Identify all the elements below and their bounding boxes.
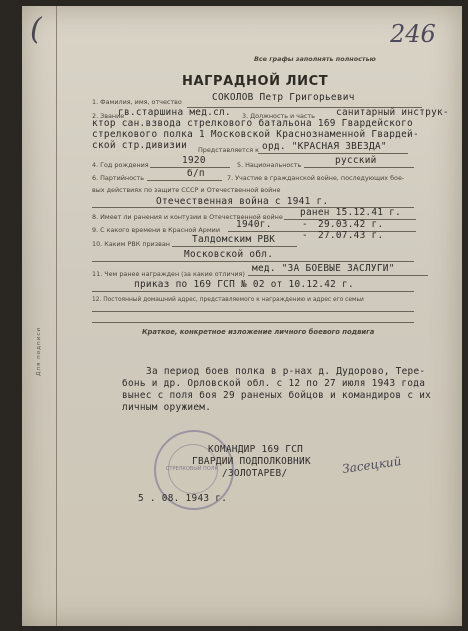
field-12-label: 12. Постоянный домашний адрес, представляемого к награждению и адрес его семьи — [92, 297, 364, 303]
field-7-value: Отечественная война с 1941 г. — [156, 196, 329, 207]
field-5-underline — [304, 167, 414, 168]
header-note: Все графы заполнять полностью — [254, 55, 376, 63]
field-5-value: русский — [335, 155, 377, 166]
field-2-label: 2. Звание — [92, 112, 125, 120]
document-title: НАГРАДНОЙ ЛИСТ — [182, 74, 329, 89]
field-9-value-3: 27.07.43 г. — [318, 230, 384, 241]
field-10-value-1: Талдомским РВК — [192, 234, 276, 245]
field-4-label: 4. Год рождения — [92, 161, 149, 169]
feat-line-2: бонь и др. Орловской обл. с 12 по 27 июля 1943 года — [122, 378, 426, 389]
field-1-value: СОКОЛОВ Петр Григорьевич — [212, 92, 355, 103]
unit-stamp-text: СТРЕЛКОВЫЙ ПОЛК — [165, 466, 219, 472]
field-10-underline-2 — [92, 261, 414, 262]
field-12-underline-1 — [92, 311, 414, 312]
feat-line-3: вынес с поля боя 29 раненых бойцов и командиров с их — [122, 390, 432, 401]
margin-mark: ( — [30, 12, 42, 47]
field-9-value-1: 1940г. — [236, 219, 272, 230]
feat-line-1: За период боев полка в р-нах д. Дудорово, Тере- — [146, 366, 426, 377]
signature-line-3: /ЗОЛОТАРЕВ/ — [222, 468, 288, 479]
award-value: орд. "КРАСНАЯ ЗВЕЗДА" — [262, 141, 387, 152]
presented-label: Представляется к — [198, 146, 259, 154]
field-6-label: 6. Партийность — [92, 174, 145, 182]
field-3-value-line-3: стрелкового полка 1 Московской Краснознаменной Гвардей- — [92, 129, 419, 140]
field-7-label-cont: вых действиях по защите СССР и Отечественной войне — [92, 186, 281, 194]
feat-section-heading: Краткое, конкретное изложение личного боевого подвига — [142, 328, 375, 336]
award-underline — [258, 153, 408, 154]
field-1-label: 1. Фамилия, имя, отчество — [92, 98, 182, 106]
signature-line-2: ГВАРДИИ ПОДПОЛКОВНИК — [192, 456, 311, 467]
field-11-underline-1 — [248, 275, 428, 276]
field-7-label: 7. Участие в гражданской войне, последующих бое- — [227, 174, 405, 182]
field-11-label: 11. Чем ранее награжден (за какие отличия) — [92, 270, 245, 278]
field-8-value: ранен 15.12.41 г. — [300, 207, 402, 218]
field-9-separator-2: - — [302, 230, 308, 241]
field-4-value: 1920 — [182, 155, 206, 166]
field-11-value-1: мед. "ЗА БОЕВЫЕ ЗАСЛУГИ" — [252, 263, 395, 274]
field-10-underline-1 — [172, 246, 297, 247]
archive-number: 246 — [390, 20, 436, 48]
field-3-value-line-2: ктор сан.взвода стрелкового батальона 169 Гвардейского — [92, 118, 413, 129]
side-label: Для подписи — [36, 326, 42, 376]
signature-line-1: КОМАНДИР 169 ГСП — [208, 444, 304, 455]
field-3-value-line-1: санитарный инструк- — [336, 107, 449, 118]
field-3-label: 3. Должность и часть — [242, 112, 315, 120]
field-11-underline-2 — [92, 291, 414, 292]
field-2-value: гв.старшина мед.сл. — [118, 107, 231, 118]
award-sheet — [22, 6, 462, 626]
field-3-value-line-4: ской стр.дивизии — [92, 140, 188, 151]
feat-line-4: личным оружием. — [122, 402, 212, 413]
field-8-label: 8. Имеет ли ранения и контузии в Отечественной войне — [92, 213, 283, 221]
field-5-label: 5. Национальность — [237, 161, 302, 169]
field-9-label: 9. С какого времени в Красной Армии — [92, 226, 220, 234]
field-6-underline — [147, 180, 222, 181]
field-9-value-2: 29.03.42 г. — [318, 219, 384, 230]
field-9-separator-1: - — [302, 219, 308, 230]
signing-date: 5 . 08. 1943 г. — [138, 493, 228, 504]
field-11-value-2: приказ по 169 ГСП № 02 от 10.12.42 г. — [134, 279, 354, 290]
field-10-label: 10. Каким РВК призван — [92, 240, 170, 248]
field-10-value-2: Московской обл. — [184, 249, 274, 260]
handwritten-signature: Засецкий — [341, 453, 403, 477]
field-12-underline-2 — [92, 322, 414, 323]
binding-margin — [22, 6, 57, 626]
field-6-value: б/п — [187, 168, 205, 179]
